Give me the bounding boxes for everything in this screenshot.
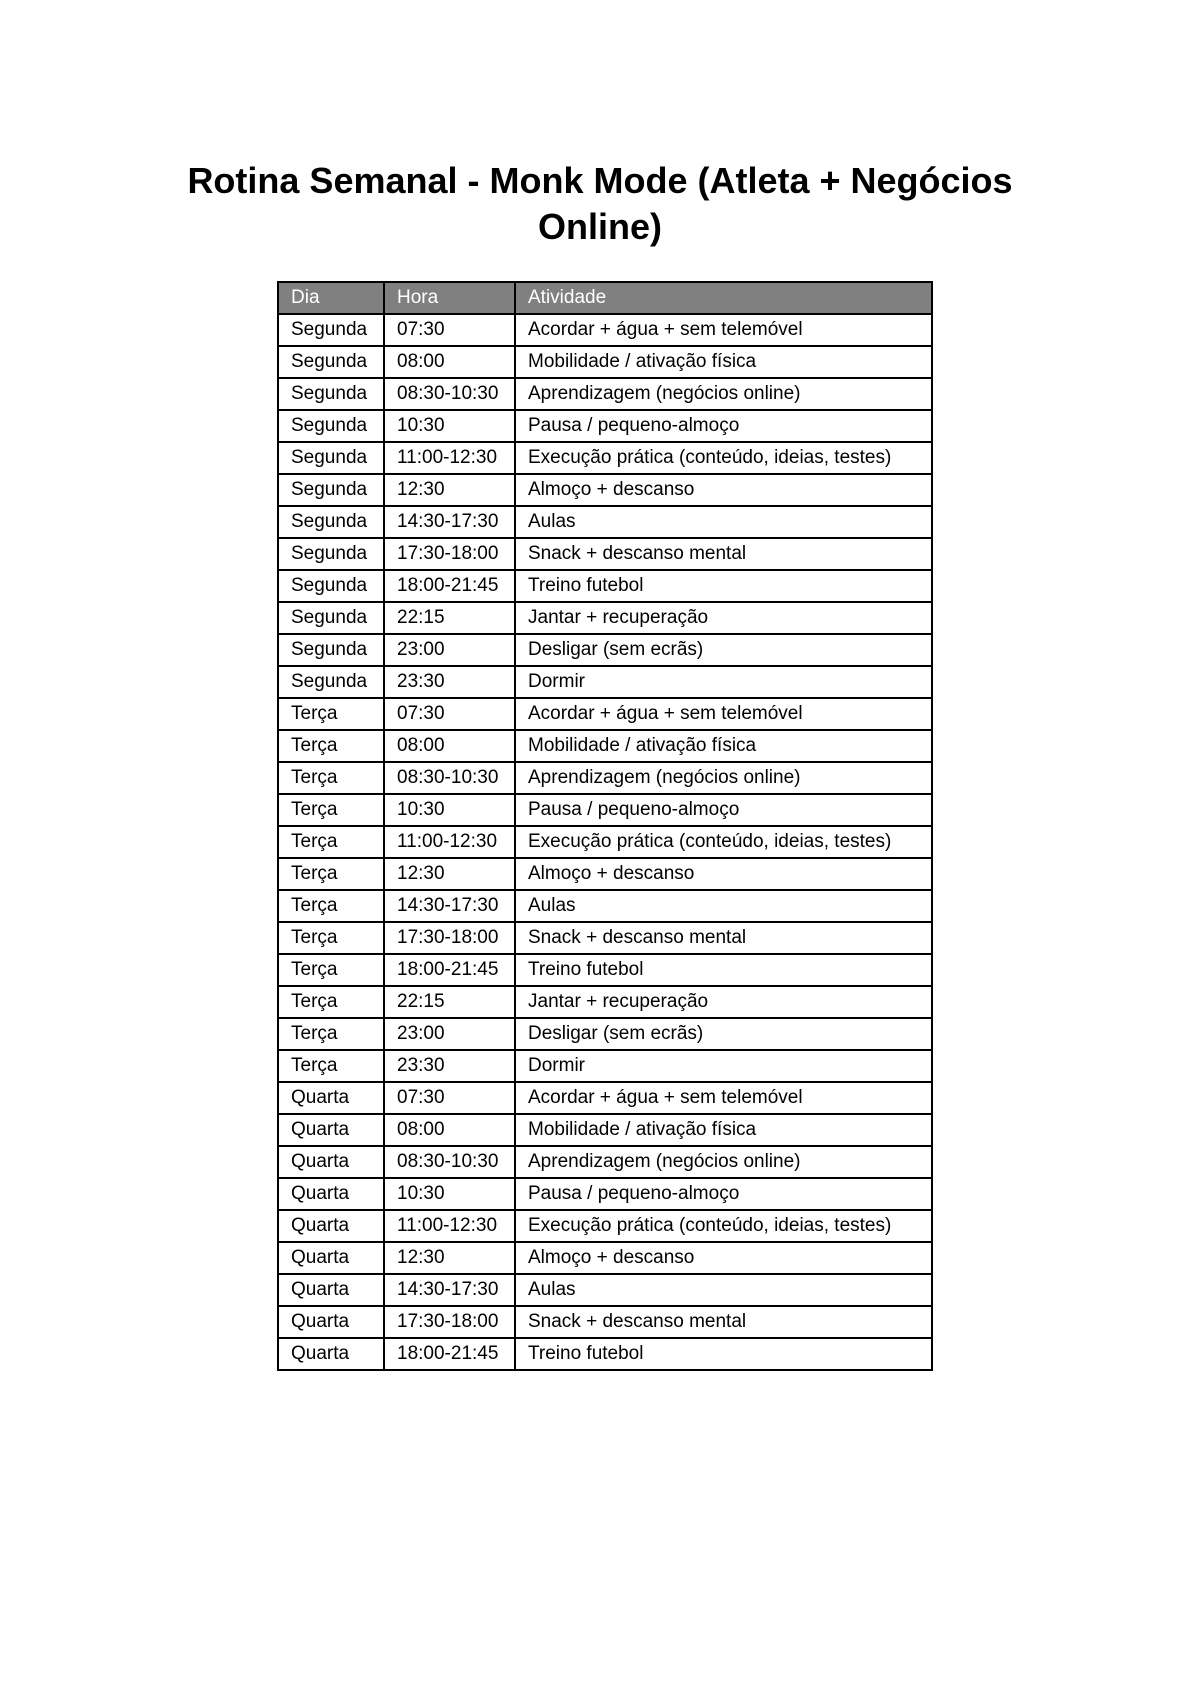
- cell-hora: 10:30: [384, 794, 515, 826]
- cell-hora: 07:30: [384, 1082, 515, 1114]
- cell-hora: 08:00: [384, 346, 515, 378]
- cell-atividade: Pausa / pequeno-almoço: [515, 794, 932, 826]
- cell-dia: Segunda: [278, 346, 384, 378]
- table-row: [278, 858, 932, 890]
- cell-atividade: Aulas: [515, 890, 932, 922]
- cell-atividade: Treino futebol: [515, 570, 932, 602]
- cell-dia: Terça: [278, 698, 384, 730]
- table-row: [278, 826, 932, 858]
- table-row: [278, 378, 932, 410]
- cell-atividade: Treino futebol: [515, 954, 932, 986]
- cell-atividade: Pausa / pequeno-almoço: [515, 410, 932, 442]
- table-row: [278, 762, 932, 794]
- cell-dia: Terça: [278, 1050, 384, 1082]
- cell-hora: 22:15: [384, 602, 515, 634]
- table-row: [278, 1178, 932, 1210]
- table-row: [278, 1114, 932, 1146]
- cell-hora: 18:00-21:45: [384, 1338, 515, 1370]
- cell-hora: 11:00-12:30: [384, 442, 515, 474]
- table-row: [278, 570, 932, 602]
- cell-atividade: Snack + descanso mental: [515, 538, 932, 570]
- cell-atividade: Aulas: [515, 1274, 932, 1306]
- table-row: [278, 1018, 932, 1050]
- cell-atividade: Aprendizagem (negócios online): [515, 762, 932, 794]
- cell-dia: Quarta: [278, 1146, 384, 1178]
- table-row: [278, 1338, 932, 1370]
- table-row: [278, 954, 932, 986]
- cell-hora: 17:30-18:00: [384, 1306, 515, 1338]
- table-row: [278, 666, 932, 698]
- cell-dia: Quarta: [278, 1114, 384, 1146]
- cell-atividade: Aprendizagem (negócios online): [515, 1146, 932, 1178]
- cell-dia: Terça: [278, 730, 384, 762]
- cell-hora: 17:30-18:00: [384, 538, 515, 570]
- cell-dia: Quarta: [278, 1274, 384, 1306]
- table-row: [278, 538, 932, 570]
- cell-dia: Terça: [278, 794, 384, 826]
- cell-hora: 08:30-10:30: [384, 762, 515, 794]
- cell-dia: Terça: [278, 858, 384, 890]
- cell-dia: Segunda: [278, 602, 384, 634]
- cell-atividade: Almoço + descanso: [515, 858, 932, 890]
- table-row: [278, 730, 932, 762]
- cell-hora: 23:30: [384, 666, 515, 698]
- table-row: [278, 986, 932, 1018]
- cell-hora: 23:00: [384, 1018, 515, 1050]
- table-row: [278, 1242, 932, 1274]
- cell-atividade: Acordar + água + sem telemóvel: [515, 698, 932, 730]
- cell-hora: 17:30-18:00: [384, 922, 515, 954]
- cell-atividade: Mobilidade / ativação física: [515, 730, 932, 762]
- cell-hora: 23:00: [384, 634, 515, 666]
- table-row: [278, 1306, 932, 1338]
- cell-atividade: Aulas: [515, 506, 932, 538]
- cell-dia: Quarta: [278, 1338, 384, 1370]
- cell-atividade: Desligar (sem ecrãs): [515, 1018, 932, 1050]
- schedule-table: [277, 281, 933, 1371]
- cell-hora: 14:30-17:30: [384, 890, 515, 922]
- header-atividade: Atividade: [515, 282, 932, 314]
- cell-hora: 08:00: [384, 730, 515, 762]
- cell-atividade: Execução prática (conteúdo, ideias, testes): [515, 442, 932, 474]
- cell-dia: Quarta: [278, 1210, 384, 1242]
- table-body: [278, 314, 932, 1370]
- cell-dia: Quarta: [278, 1242, 384, 1274]
- cell-hora: 10:30: [384, 1178, 515, 1210]
- header-hora: Hora: [384, 282, 515, 314]
- cell-dia: Segunda: [278, 538, 384, 570]
- cell-dia: Segunda: [278, 410, 384, 442]
- cell-hora: 14:30-17:30: [384, 1274, 515, 1306]
- cell-dia: Segunda: [278, 474, 384, 506]
- cell-dia: Terça: [278, 890, 384, 922]
- cell-hora: 12:30: [384, 858, 515, 890]
- cell-atividade: Mobilidade / ativação física: [515, 346, 932, 378]
- cell-hora: 22:15: [384, 986, 515, 1018]
- cell-dia: Segunda: [278, 666, 384, 698]
- cell-atividade: Dormir: [515, 666, 932, 698]
- table-row: [278, 346, 932, 378]
- header-dia: Dia: [278, 282, 384, 314]
- table-row: [278, 442, 932, 474]
- cell-hora: 14:30-17:30: [384, 506, 515, 538]
- cell-hora: 12:30: [384, 1242, 515, 1274]
- cell-dia: Terça: [278, 986, 384, 1018]
- table-row: [278, 1210, 932, 1242]
- table-row: [278, 922, 932, 954]
- cell-dia: Segunda: [278, 634, 384, 666]
- cell-atividade: Jantar + recuperação: [515, 986, 932, 1018]
- cell-dia: Terça: [278, 762, 384, 794]
- cell-hora: 07:30: [384, 698, 515, 730]
- table-row: [278, 1146, 932, 1178]
- cell-hora: 10:30: [384, 410, 515, 442]
- cell-atividade: Jantar + recuperação: [515, 602, 932, 634]
- cell-atividade: Desligar (sem ecrãs): [515, 634, 932, 666]
- table-row: [278, 1050, 932, 1082]
- table-row: [278, 890, 932, 922]
- cell-atividade: Snack + descanso mental: [515, 1306, 932, 1338]
- cell-dia: Quarta: [278, 1178, 384, 1210]
- cell-atividade: Aprendizagem (negócios online): [515, 378, 932, 410]
- cell-dia: Terça: [278, 826, 384, 858]
- cell-dia: Segunda: [278, 442, 384, 474]
- cell-atividade: Almoço + descanso: [515, 1242, 932, 1274]
- table-row: [278, 410, 932, 442]
- cell-dia: Segunda: [278, 378, 384, 410]
- cell-atividade: Execução prática (conteúdo, ideias, testes): [515, 1210, 932, 1242]
- cell-atividade: Mobilidade / ativação física: [515, 1114, 932, 1146]
- table-row: [278, 634, 932, 666]
- cell-atividade: Execução prática (conteúdo, ideias, testes): [515, 826, 932, 858]
- cell-hora: 11:00-12:30: [384, 826, 515, 858]
- cell-dia: Terça: [278, 1018, 384, 1050]
- header-row: [278, 282, 932, 314]
- cell-hora: 11:00-12:30: [384, 1210, 515, 1242]
- page-title: Rotina Semanal - Monk Mode (Atleta + Negócios Online): [187, 160, 1013, 247]
- cell-hora: 23:30: [384, 1050, 515, 1082]
- cell-hora: 08:30-10:30: [384, 1146, 515, 1178]
- cell-hora: 18:00-21:45: [384, 570, 515, 602]
- cell-dia: Segunda: [278, 570, 384, 602]
- cell-hora: 18:00-21:45: [384, 954, 515, 986]
- cell-atividade: Pausa / pequeno-almoço: [515, 1178, 932, 1210]
- cell-dia: Quarta: [278, 1306, 384, 1338]
- cell-atividade: Acordar + água + sem telemóvel: [515, 314, 932, 346]
- cell-dia: Terça: [278, 922, 384, 954]
- cell-atividade: Almoço + descanso: [515, 474, 932, 506]
- table-header: [278, 282, 932, 314]
- cell-atividade: Treino futebol: [515, 1338, 932, 1370]
- table-row: [278, 698, 932, 730]
- cell-hora: 12:30: [384, 474, 515, 506]
- table-row: [278, 314, 932, 346]
- table-row: [278, 1082, 932, 1114]
- cell-hora: 08:30-10:30: [384, 378, 515, 410]
- cell-dia: Terça: [278, 954, 384, 986]
- table-row: [278, 602, 932, 634]
- table-row: [278, 794, 932, 826]
- cell-dia: Segunda: [278, 314, 384, 346]
- cell-dia: Segunda: [278, 506, 384, 538]
- cell-atividade: Dormir: [515, 1050, 932, 1082]
- cell-atividade: Snack + descanso mental: [515, 922, 932, 954]
- cell-hora: 08:00: [384, 1114, 515, 1146]
- table-row: [278, 474, 932, 506]
- cell-atividade: Acordar + água + sem telemóvel: [515, 1082, 932, 1114]
- table-row: [278, 506, 932, 538]
- table-row: [278, 1274, 932, 1306]
- cell-dia: Quarta: [278, 1082, 384, 1114]
- cell-hora: 07:30: [384, 314, 515, 346]
